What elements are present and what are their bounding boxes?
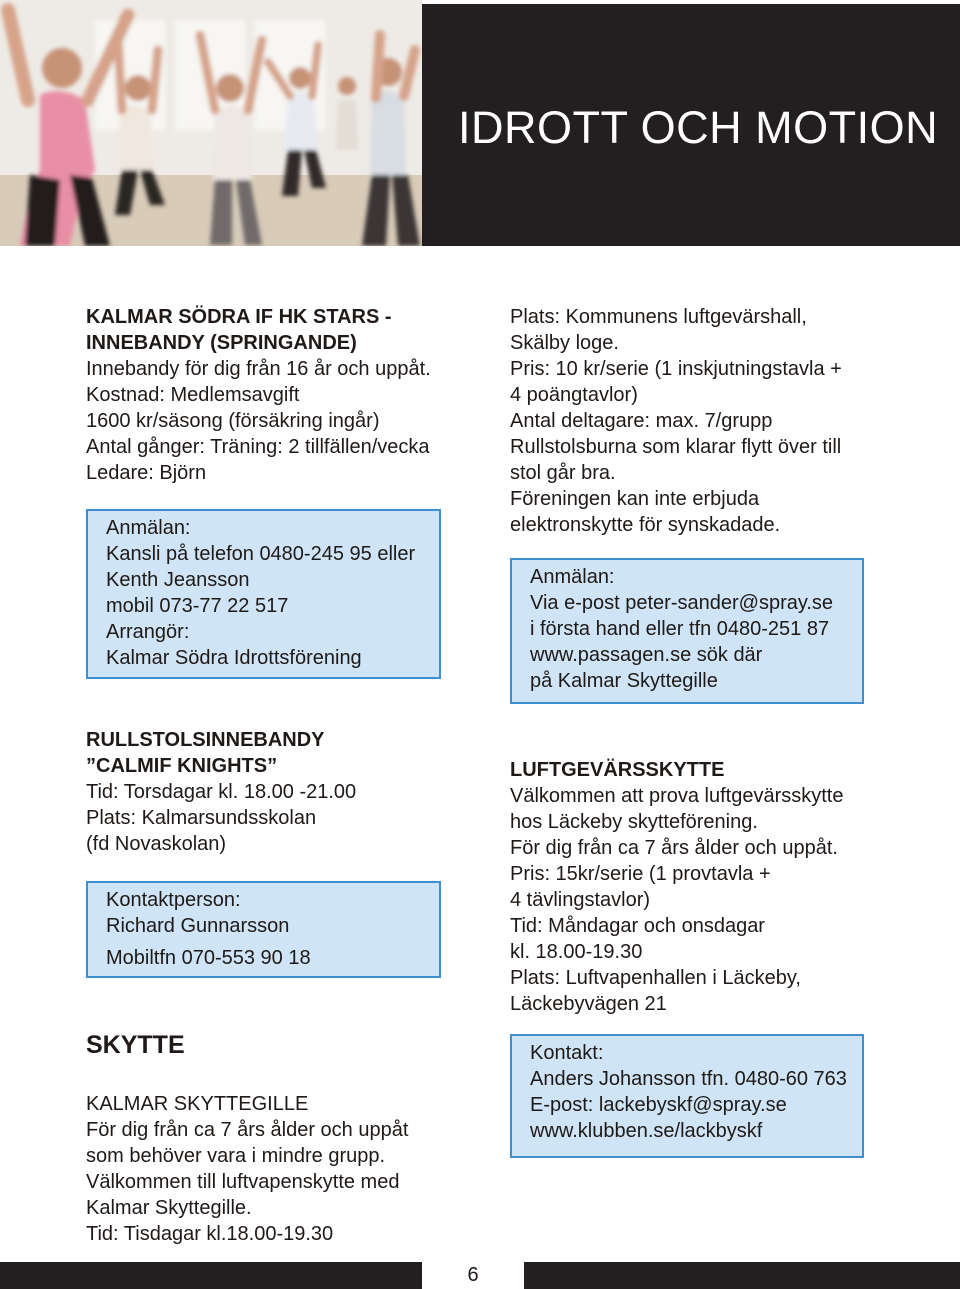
hkstars-contact-box [86, 509, 441, 679]
plats-section [510, 304, 930, 538]
plats-line: Pris: 10 kr/serie (1 inskjutningstavla + [510, 358, 842, 380]
hkstars-line: Ledare: Björn [86, 462, 207, 484]
hkstars-line: Kostnad: Medlemsavgift [86, 384, 300, 406]
luftgevar-line: Läckebyvägen 21 [510, 993, 667, 1015]
hkstars-title: INNEBANDY (SPRINGANDE) [86, 332, 357, 354]
contact-line: Anmälan: [530, 566, 615, 588]
luftgevar-contact-box [510, 1034, 864, 1158]
contact-line: Kansli på telefon 0480-245 95 eller [106, 543, 416, 565]
plats-line: Antal deltagare: max. 7/grupp [510, 410, 773, 432]
plats-line: stol går bra. [510, 462, 616, 484]
rullstol-contact-box [86, 881, 441, 978]
contact-line: Via e-post peter-sander@spray.se [530, 592, 834, 614]
rullstol-line: Plats: Kalmarsundsskolan [86, 807, 317, 829]
contact-line: Anmälan: [106, 517, 191, 539]
plats-contact-box [510, 558, 864, 704]
contact-line: Anders Johansson tfn. 0480-60 763 [530, 1068, 847, 1090]
luftgevar-line: Välkommen att prova luftgevärsskytte [510, 785, 844, 807]
rullstol-title: RULLSTOLSINNEBANDY [86, 729, 325, 751]
luftgevar-line: hos Läckeby skytteförening. [510, 811, 758, 833]
plats-line: 4 poängtavlor) [510, 384, 638, 406]
contact-line: Kalmar Södra Idrottsförening [106, 647, 362, 669]
contact-line: Kenth Jeansson [106, 569, 250, 591]
plats-line: Rullstolsburna som klarar flytt över till [510, 436, 842, 458]
contact-line: mobil 073-77 22 517 [106, 595, 289, 617]
hkstars-section [86, 304, 446, 486]
contact-line: Kontaktperson: [106, 889, 241, 911]
page-title: IDROTT OCH MOTION [458, 102, 939, 153]
skytte-section [86, 1032, 456, 1247]
contact-line: Richard Gunnarsson [106, 915, 290, 937]
rullstol-line: (fd Novaskolan) [86, 833, 227, 855]
skytte-line: För dig från ca 7 års ålder och uppåt [86, 1119, 409, 1141]
dance-class-photo [0, 0, 422, 246]
contact-line: www.passagen.se sök där [530, 644, 763, 666]
contact-line: Arrangör: [106, 621, 190, 643]
plats-line: Föreningen kan inte erbjuda [510, 488, 760, 510]
hkstars-line: Innebandy för dig från 16 år och uppåt. [86, 358, 431, 380]
page-number: 6 [422, 1262, 524, 1289]
contact-line: E-post: lackebyskf@spray.se [530, 1094, 787, 1116]
hkstars-line: 1600 kr/säsong (försäkring ingår) [86, 410, 380, 432]
contact-line: Mobiltfn 070-553 90 18 [106, 947, 311, 969]
luftgevar-line: Pris: 15kr/serie (1 provtavla + [510, 863, 771, 885]
rullstol-line: Tid: Torsdagar kl. 18.00 -21.00 [86, 781, 357, 803]
title-banner [422, 4, 960, 246]
hkstars-title: KALMAR SÖDRA IF HK STARS - [86, 306, 392, 328]
contact-line: www.klubben.se/lackbyskf [530, 1120, 763, 1142]
hkstars-line: Antal gånger: Träning: 2 tillfällen/vecka [86, 436, 430, 458]
rullstol-section [86, 727, 446, 857]
luftgevar-section [510, 757, 930, 1017]
skytte-line: som behöver vara i mindre grupp. [86, 1145, 386, 1167]
skytte-subtitle: KALMAR SKYTTEGILLE [86, 1093, 309, 1115]
rullstol-title: ”CALMIF KNIGHTS” [86, 755, 278, 777]
contact-line: Kontakt: [530, 1042, 604, 1064]
luftgevar-line: Plats: Luftvapenhallen i Läckeby, [510, 967, 801, 989]
luftgevar-line: kl. 18.00-19.30 [510, 941, 643, 963]
luftgevar-line: 4 tävlingstavlor) [510, 889, 651, 911]
skytte-line: Tid: Tisdagar kl.18.00-19.30 [86, 1223, 334, 1245]
luftgevar-line: Tid: Måndagar och onsdagar [510, 915, 765, 937]
footer-bar [0, 1262, 960, 1289]
luftgevar-title: LUFTGEVÄRSSKYTTE [510, 759, 725, 781]
plats-line: elektronskytte för synskadade. [510, 514, 781, 536]
luftgevar-line: För dig från ca 7 års ålder och uppåt. [510, 837, 838, 859]
plats-line: Plats: Kommunens luftgevärshall, [510, 306, 807, 328]
contact-line: i första hand eller tfn 0480-251 87 [530, 618, 830, 640]
skytte-line: Välkommen till luftvapenskytte med [86, 1171, 400, 1193]
contact-line: på Kalmar Skyttegille [530, 670, 718, 692]
skytte-heading: SKYTTE [86, 1031, 185, 1059]
plats-line: Skälby loge. [510, 332, 619, 354]
dancers-illustration [0, 0, 422, 246]
skytte-line: Kalmar Skyttegille. [86, 1197, 252, 1219]
